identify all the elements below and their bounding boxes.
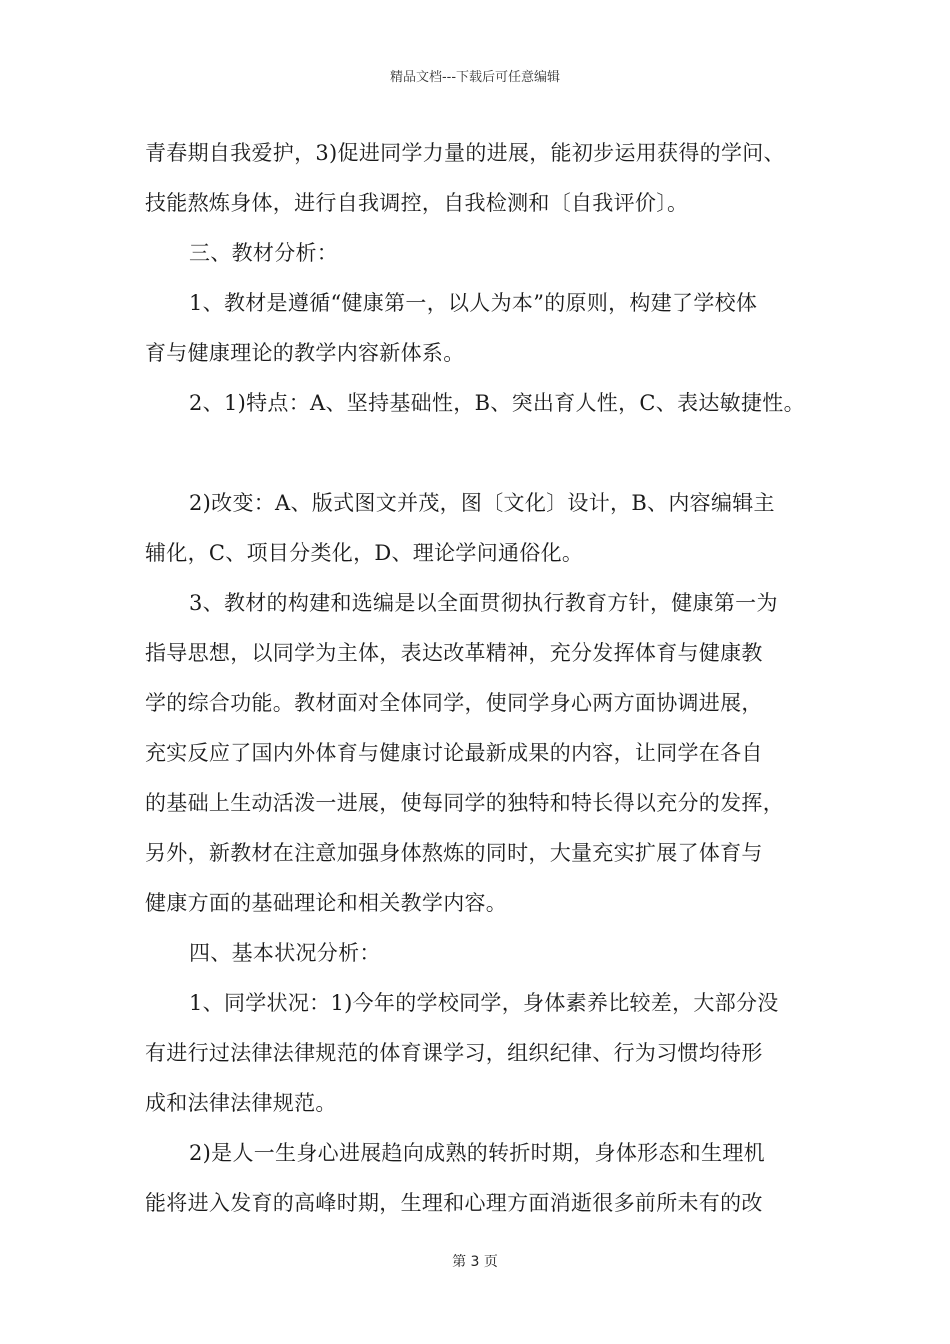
section-heading: 三、教材分析：: [189, 241, 339, 265]
body-line: 2、1)特点：A、坚持基础性，B、突出育人性，C、表达敏捷性。: [189, 391, 805, 415]
body-line: 学的综合功能。教材面对全体同学，使同学身心两方面协调进展，: [145, 691, 763, 715]
body-line: 3、教材的构建和选编是以全面贯彻执行教育方针，健康第一为: [189, 591, 778, 615]
body-line: 1、教材是遵循“健康第一，以人为本”的原则，构建了学校体: [189, 291, 758, 315]
body-line: 青春期自我爱护，3)促进同学力量的进展，能初步运用获得的学问、: [145, 141, 785, 165]
body-line: 1、同学状况：1)今年的学校同学，身体素养比较差，大部分没: [189, 991, 779, 1015]
page-number: 第 3 页: [452, 1254, 498, 1270]
body-line: 2)改变：A、版式图文并茂，图〔文化〕设计，B、内容编辑主: [189, 491, 775, 515]
document-body: [145, 128, 835, 1228]
section-heading: 四、基本状况分析：: [189, 941, 381, 965]
body-line: 辅化，C、项目分类化，D、理论学问通俗化。: [145, 541, 584, 565]
body-line: 育与健康理论的教学内容新体系。: [145, 341, 465, 365]
blank-line: [145, 428, 835, 478]
page-header: 精品文档---下载后可任意编辑: [389, 70, 561, 85]
body-line: 另外，新教材在注意加强身体熬炼的同时，大量充实扩展了体育与: [145, 841, 763, 865]
body-line: 有进行过法律法律规范的体育课学习，组织纪律、行为习惯均待形: [145, 1041, 763, 1065]
body-line: 技能熬炼身体，进行自我调控，自我检测和〔自我评价〕。: [145, 191, 689, 215]
body-line: 的基础上生动活泼一进展，使每同学的独特和特长得以充分的发挥，: [145, 791, 784, 815]
body-line: 成和法律法律规范。: [145, 1091, 337, 1115]
body-line: 指导思想，以同学为主体，表达改革精神，充分发挥体育与健康教: [145, 641, 763, 665]
body-line: 健康方面的基础理论和相关教学内容。: [145, 891, 508, 915]
body-line: 2)是人一生身心进展趋向成熟的转折时期，身体形态和生理机: [189, 1141, 765, 1165]
body-line: 能将进入发育的高峰时期，生理和心理方面消逝很多前所未有的改: [145, 1191, 763, 1215]
body-line: 充实反应了国内外体育与健康讨论最新成果的内容，让同学在各自: [145, 741, 763, 765]
